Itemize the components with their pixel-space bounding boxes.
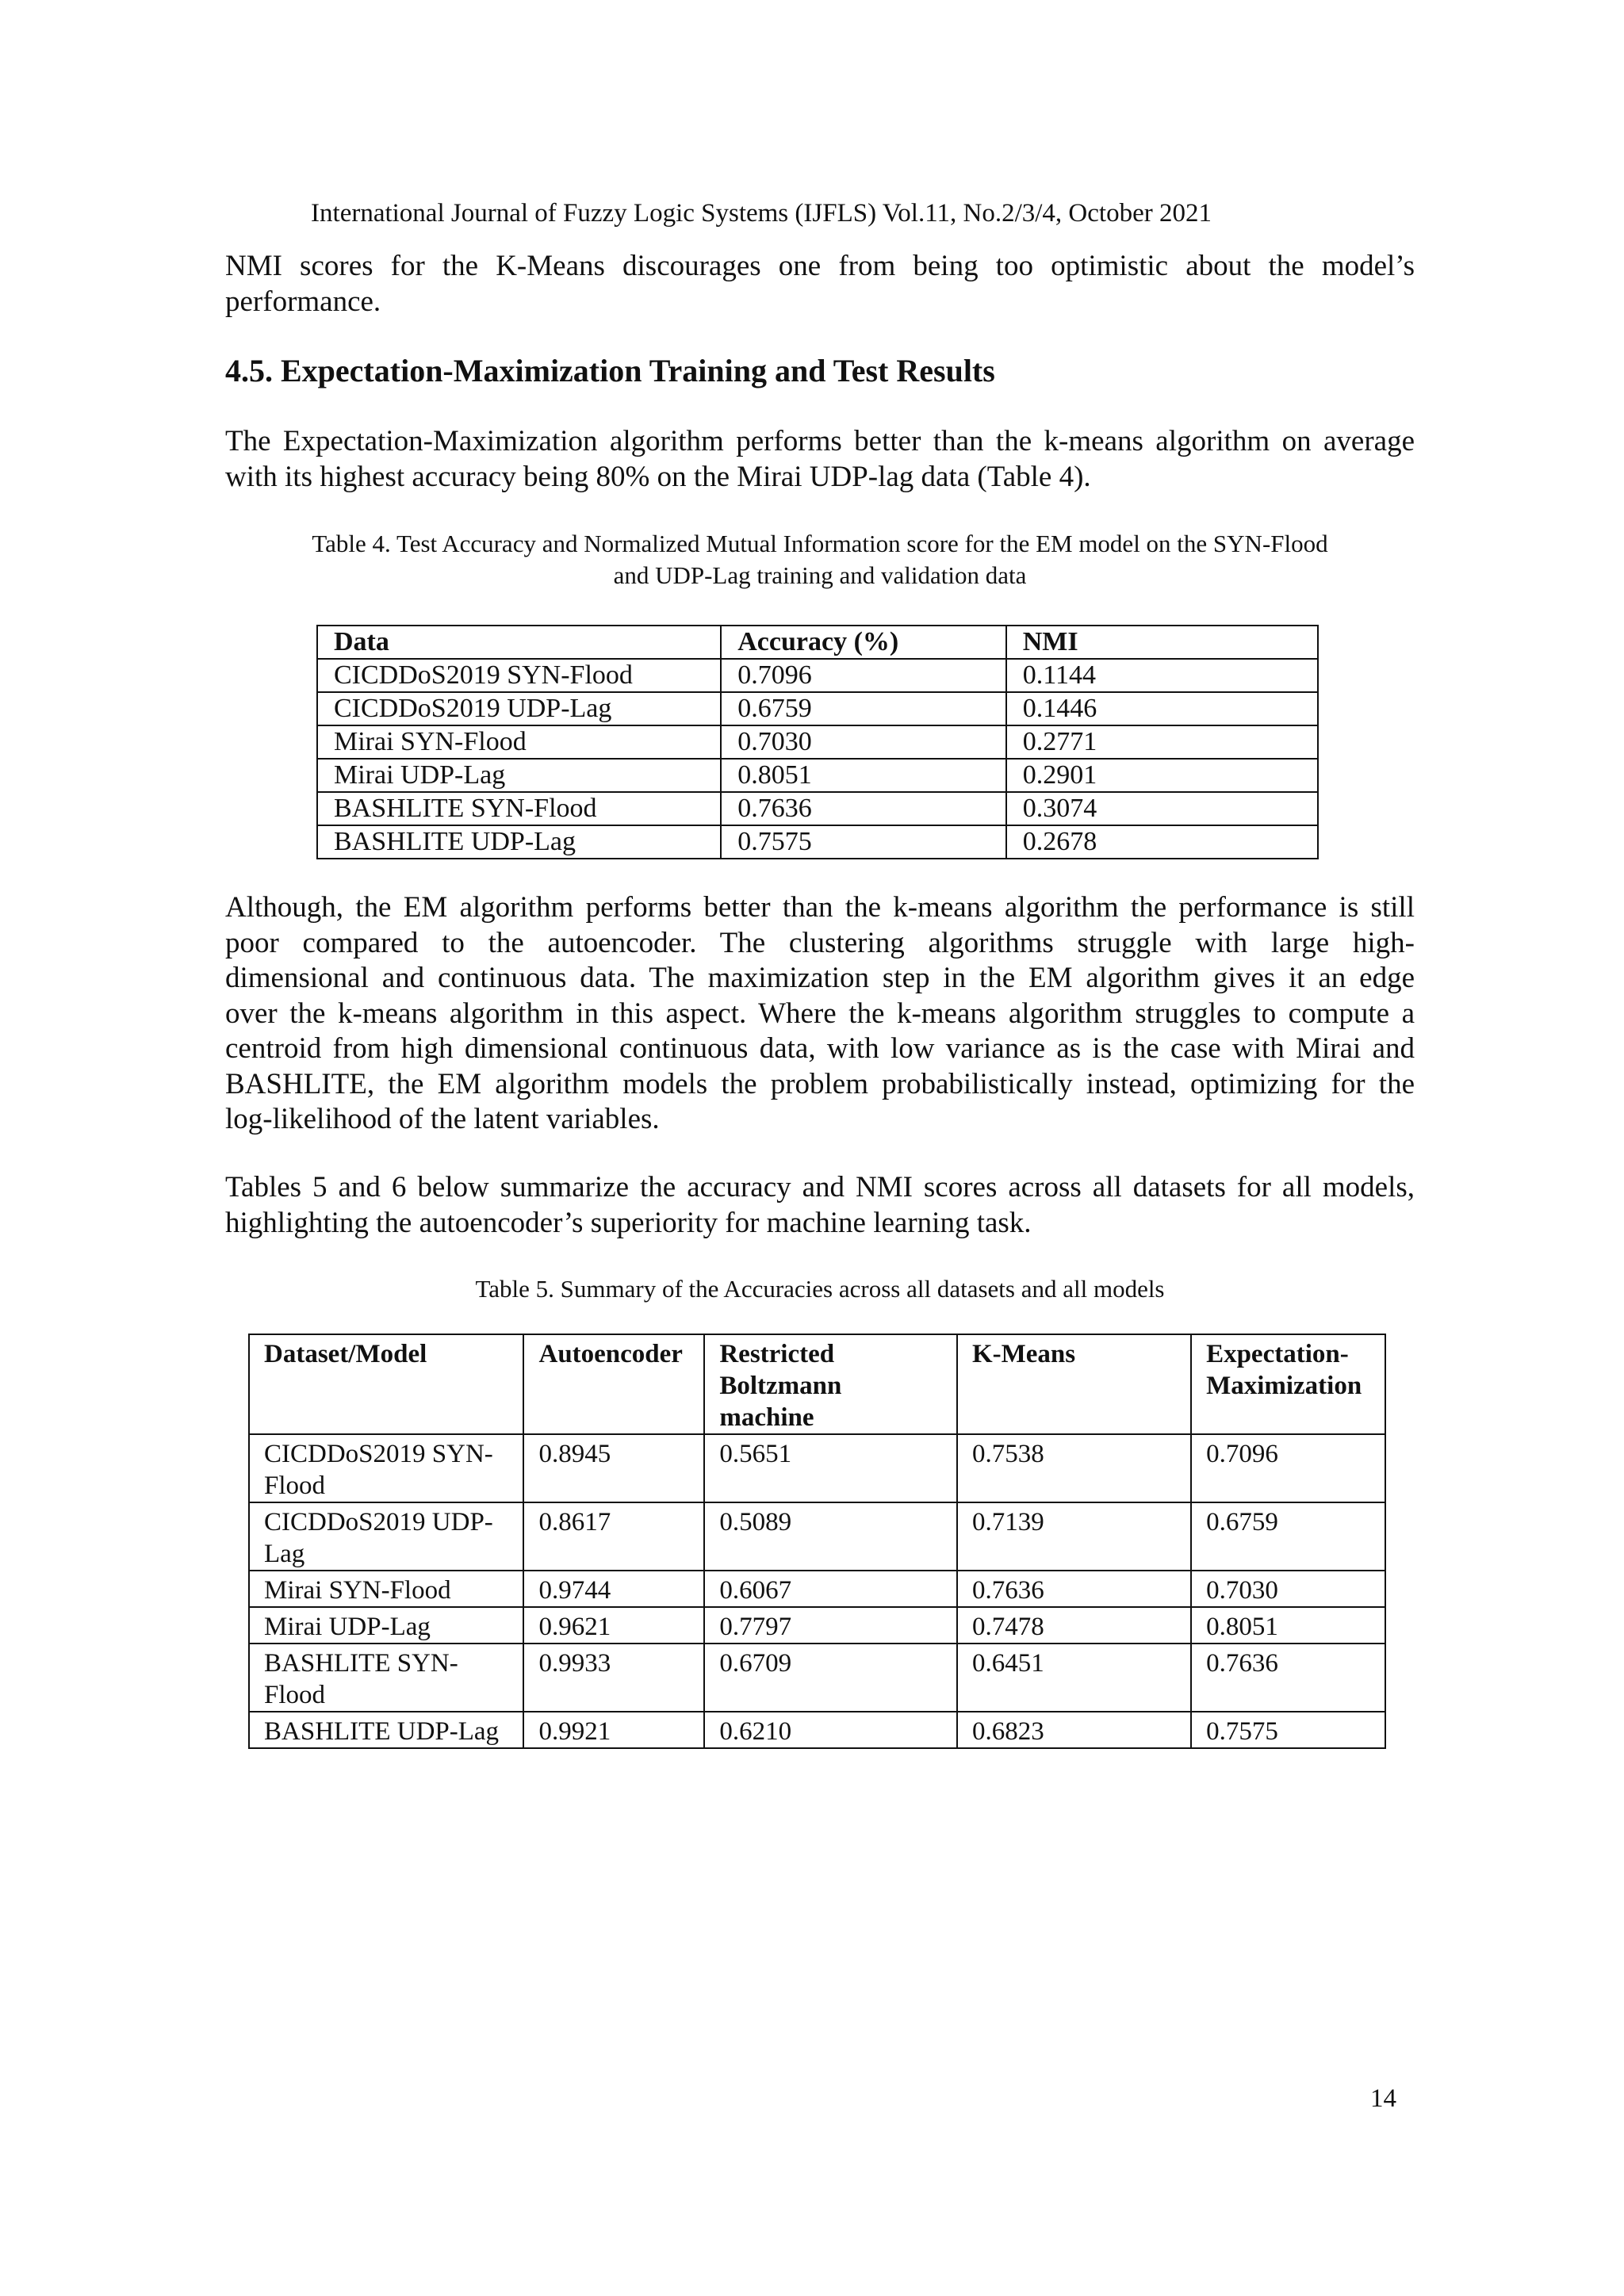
table-cell: 0.5089 <box>704 1502 957 1571</box>
table-cell: 0.7030 <box>721 725 1005 759</box>
paragraph-1 <box>225 424 1415 495</box>
paragraph-line: NMI scores for the K-Means discourages one from being too optimistic about the model’s <box>225 250 1415 282</box>
table-cell: 0.9921 <box>523 1712 704 1748</box>
paragraph-line: BASHLITE, the EM algorithm models the problem probabilistically instead, optimizing for the <box>225 1067 1415 1100</box>
paragraph-line: log-likelihood of the latent variables. <box>225 1103 660 1135</box>
table-row <box>249 1502 1385 1571</box>
table-cell: 0.6823 <box>957 1712 1191 1748</box>
table-cell: 0.9933 <box>523 1644 704 1712</box>
table-cell: 0.7096 <box>721 659 1005 692</box>
caption-line: Table 4. Test Accuracy and Normalized Mutual Information score for the EM model on the SYN-Flood <box>312 530 1328 557</box>
paragraph-line: poor compared to the autoencoder. The clustering algorithms struggle with large high- <box>225 926 1415 959</box>
table-row <box>317 825 1318 859</box>
table-row <box>249 1644 1385 1712</box>
table-cell: BASHLITE UDP-Lag <box>317 825 721 859</box>
paragraph-line: The Expectation-Maximization algorithm performs better than the k-means algorithm on average <box>225 425 1415 457</box>
intro-paragraph <box>225 249 1415 320</box>
table-cell: CICDDoS2019 UDP-Lag <box>249 1502 523 1571</box>
table-header-row <box>249 1334 1385 1434</box>
caption-line: and UDP-Lag training and validation data <box>613 561 1027 589</box>
table-cell: BASHLITE SYN-Flood <box>317 792 721 825</box>
table-row <box>317 659 1318 692</box>
table-cell: 0.9744 <box>523 1571 704 1607</box>
table-cell: Mirai SYN-Flood <box>317 725 721 759</box>
table-row <box>317 692 1318 725</box>
table-row <box>249 1571 1385 1607</box>
table-cell: 0.7478 <box>957 1607 1191 1644</box>
table-cell: 0.7575 <box>721 825 1005 859</box>
paragraph-line: centroid from high dimensional continuous data, with low variance as is the case with Mirai and <box>225 1032 1415 1065</box>
table-cell: 0.1446 <box>1006 692 1318 725</box>
paragraph-line: highlighting the autoencoder’s superiority for machine learning task. <box>225 1206 1032 1239</box>
table-cell: 0.1144 <box>1006 659 1318 692</box>
table-cell: BASHLITE SYN-Flood <box>249 1644 523 1712</box>
table-cell: 0.7139 <box>957 1502 1191 1571</box>
table-cell: 0.7636 <box>721 792 1005 825</box>
column-header: Autoencoder <box>523 1334 704 1434</box>
table-row <box>249 1607 1385 1644</box>
column-header: K-Means <box>957 1334 1191 1434</box>
table-cell: Mirai UDP-Lag <box>249 1607 523 1644</box>
column-header: NMI <box>1006 626 1318 659</box>
table-cell: 0.2678 <box>1006 825 1318 859</box>
table-cell: 0.7797 <box>704 1607 957 1644</box>
table-cell: 0.6451 <box>957 1644 1191 1712</box>
table-cell: Mirai UDP-Lag <box>317 759 721 792</box>
table-row <box>249 1434 1385 1502</box>
table-cell: CICDDoS2019 SYN-Flood <box>317 659 721 692</box>
paragraph-line: over the k-means algorithm in this aspect. Where the k-means algorithm struggles to compute a <box>225 997 1415 1030</box>
table-cell: 0.7538 <box>957 1434 1191 1502</box>
table-cell: 0.6067 <box>704 1571 957 1607</box>
paragraph-line: performance. <box>225 285 381 318</box>
page-number: 14 <box>1370 2084 1396 2113</box>
table-cell: 0.7636 <box>957 1571 1191 1607</box>
paragraph-line: dimensional and continuous data. The maximization step in the EM algorithm gives it an edge <box>225 962 1415 994</box>
paragraph-2 <box>225 890 1415 1138</box>
table-cell: 0.6709 <box>704 1644 957 1712</box>
table4-caption <box>225 528 1415 591</box>
table-cell: 0.2771 <box>1006 725 1318 759</box>
table-cell: 0.8051 <box>721 759 1005 792</box>
table-cell: 0.7636 <box>1191 1644 1385 1712</box>
table-cell: BASHLITE UDP-Lag <box>249 1712 523 1748</box>
table-row <box>317 725 1318 759</box>
table-cell: 0.3074 <box>1006 792 1318 825</box>
table-5 <box>248 1334 1386 1749</box>
table-cell: 0.6210 <box>704 1712 957 1748</box>
section-heading: 4.5. Expectation-Maximization Training and Test Results <box>225 353 995 388</box>
table-cell: CICDDoS2019 SYN-Flood <box>249 1434 523 1502</box>
table-cell: 0.9621 <box>523 1607 704 1644</box>
table-cell: 0.5651 <box>704 1434 957 1502</box>
column-header: Data <box>317 626 721 659</box>
table-cell: Mirai SYN-Flood <box>249 1571 523 1607</box>
table-4 <box>316 625 1319 859</box>
table-cell: 0.8945 <box>523 1434 704 1502</box>
paragraph-3 <box>225 1170 1415 1241</box>
table5-caption: Table 5. Summary of the Accuracies across all datasets and all models <box>475 1275 1165 1303</box>
paragraph-line: Tables 5 and 6 below summarize the accuracy and NMI scores across all datasets for all models, <box>225 1171 1415 1203</box>
table-row <box>317 792 1318 825</box>
table-cell: 0.2901 <box>1006 759 1318 792</box>
column-header: Dataset/Model <box>249 1334 523 1434</box>
running-header: International Journal of Fuzzy Logic Systems (IJFLS) Vol.11, No.2/3/4, October 2021 <box>311 199 1212 228</box>
table-cell: 0.7575 <box>1191 1712 1385 1748</box>
table-cell: 0.7030 <box>1191 1571 1385 1607</box>
table-cell: 0.7096 <box>1191 1434 1385 1502</box>
paragraph-line: with its highest accuracy being 80% on the Mirai UDP-lag data (Table 4). <box>225 460 1091 493</box>
paragraph-line: Although, the EM algorithm performs better than the k-means algorithm the performance is still <box>225 891 1415 924</box>
table-cell: 0.6759 <box>721 692 1005 725</box>
table-row <box>317 759 1318 792</box>
table-cell: 0.6759 <box>1191 1502 1385 1571</box>
column-header: Expectation-Maximization <box>1191 1334 1385 1434</box>
column-header: Accuracy (%) <box>721 626 1005 659</box>
table-cell: 0.8617 <box>523 1502 704 1571</box>
table-row <box>249 1712 1385 1748</box>
column-header: Restricted Boltzmann machine <box>704 1334 957 1434</box>
table-header-row <box>317 626 1318 659</box>
table-cell: 0.8051 <box>1191 1607 1385 1644</box>
table-cell: CICDDoS2019 UDP-Lag <box>317 692 721 725</box>
